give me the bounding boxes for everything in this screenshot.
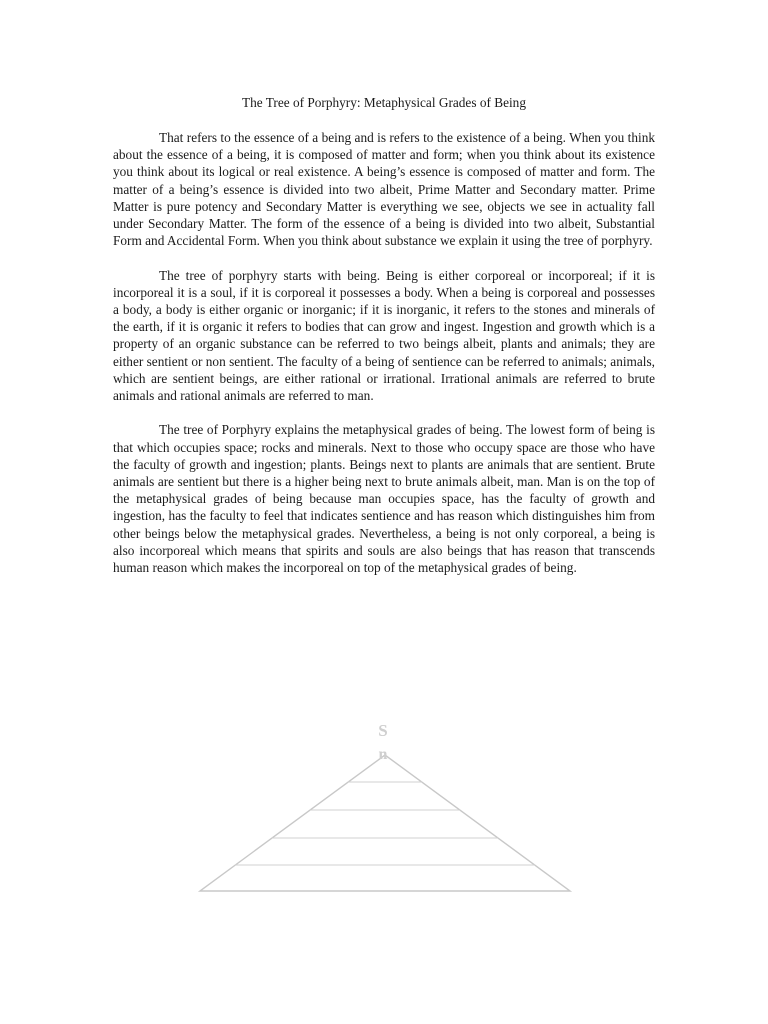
pyramid-top-letter: S: [378, 721, 388, 740]
pyramid-top-letter: n: [378, 746, 388, 763]
paragraph-grades: The tree of Porphyry explains the metaphysical grades of being. The lowest form of being is that which occupies space; rocks and minerals. Next to those who occupy space are those who have the faculty of growth and ingestion; plants. Beings next to plants are animals that are sentient. Brute animals are sentient but there is a higher being next to brute animals albeit, man. Man is on the top of the metaphysical grades of being because man occupies space, has the faculty of growth and ingestion, has the faculty to feel that indicates sentience and has reason which distinguishes him from other beings below the metaphysical grades. Nevertheless, a being is not only corporeal, a being is also incorporeal which means that spirits and souls are also beings that has reason that transcends human reason which makes the incorporeal on top of the metaphysical grades of being.: [113, 422, 655, 576]
page-title: The Tree of Porphyry: Metaphysical Grades of Being: [242, 95, 526, 110]
pyramid-diagram: [190, 715, 580, 905]
paragraph-essence: That refers to the essence of a being and is refers to the existence of a being. When you think about the essence of a being, it is composed of matter and form; when you think about its existence you think about its logical or real existence. A being’s essence is composed of matter and form. The matter of a being’s essence is divided into two albeit, Prime Matter and Secondary matter. Prime Matter is pure potency and Secondary Matter is everything we see, objects we see in actuality fall under Secondary Matter. The form of the essence of a being is divided into two albeit, Substantial Form and Accidental Form. When you think about substance we explain it using the tree of porphyry.: [113, 130, 655, 249]
paragraph-tree: The tree of porphyry starts with being. Being is either corporeal or incorporeal; if it is incorporeal it is a soul, if it is corporeal it possesses a body. When a being is corporeal and possesses a body, a body is either organic or inorganic; if it is inorganic, it refers to the stones and minerals of the earth, if it is organic it refers to bodies that can grow and ingest. Ingestion and growth which is a property of an organic substance can be referred to two beings albeit, plants and animals; they are either sentient or non sentient. The faculty of a being of sentience can be referred to animals; animals, which are sentient beings, are either rational or irrational. Irrational animals are referred to brute animals and rational animals are referred to man.: [113, 267, 655, 404]
document-body: [113, 129, 655, 593]
pyramid-outline: [200, 755, 570, 891]
